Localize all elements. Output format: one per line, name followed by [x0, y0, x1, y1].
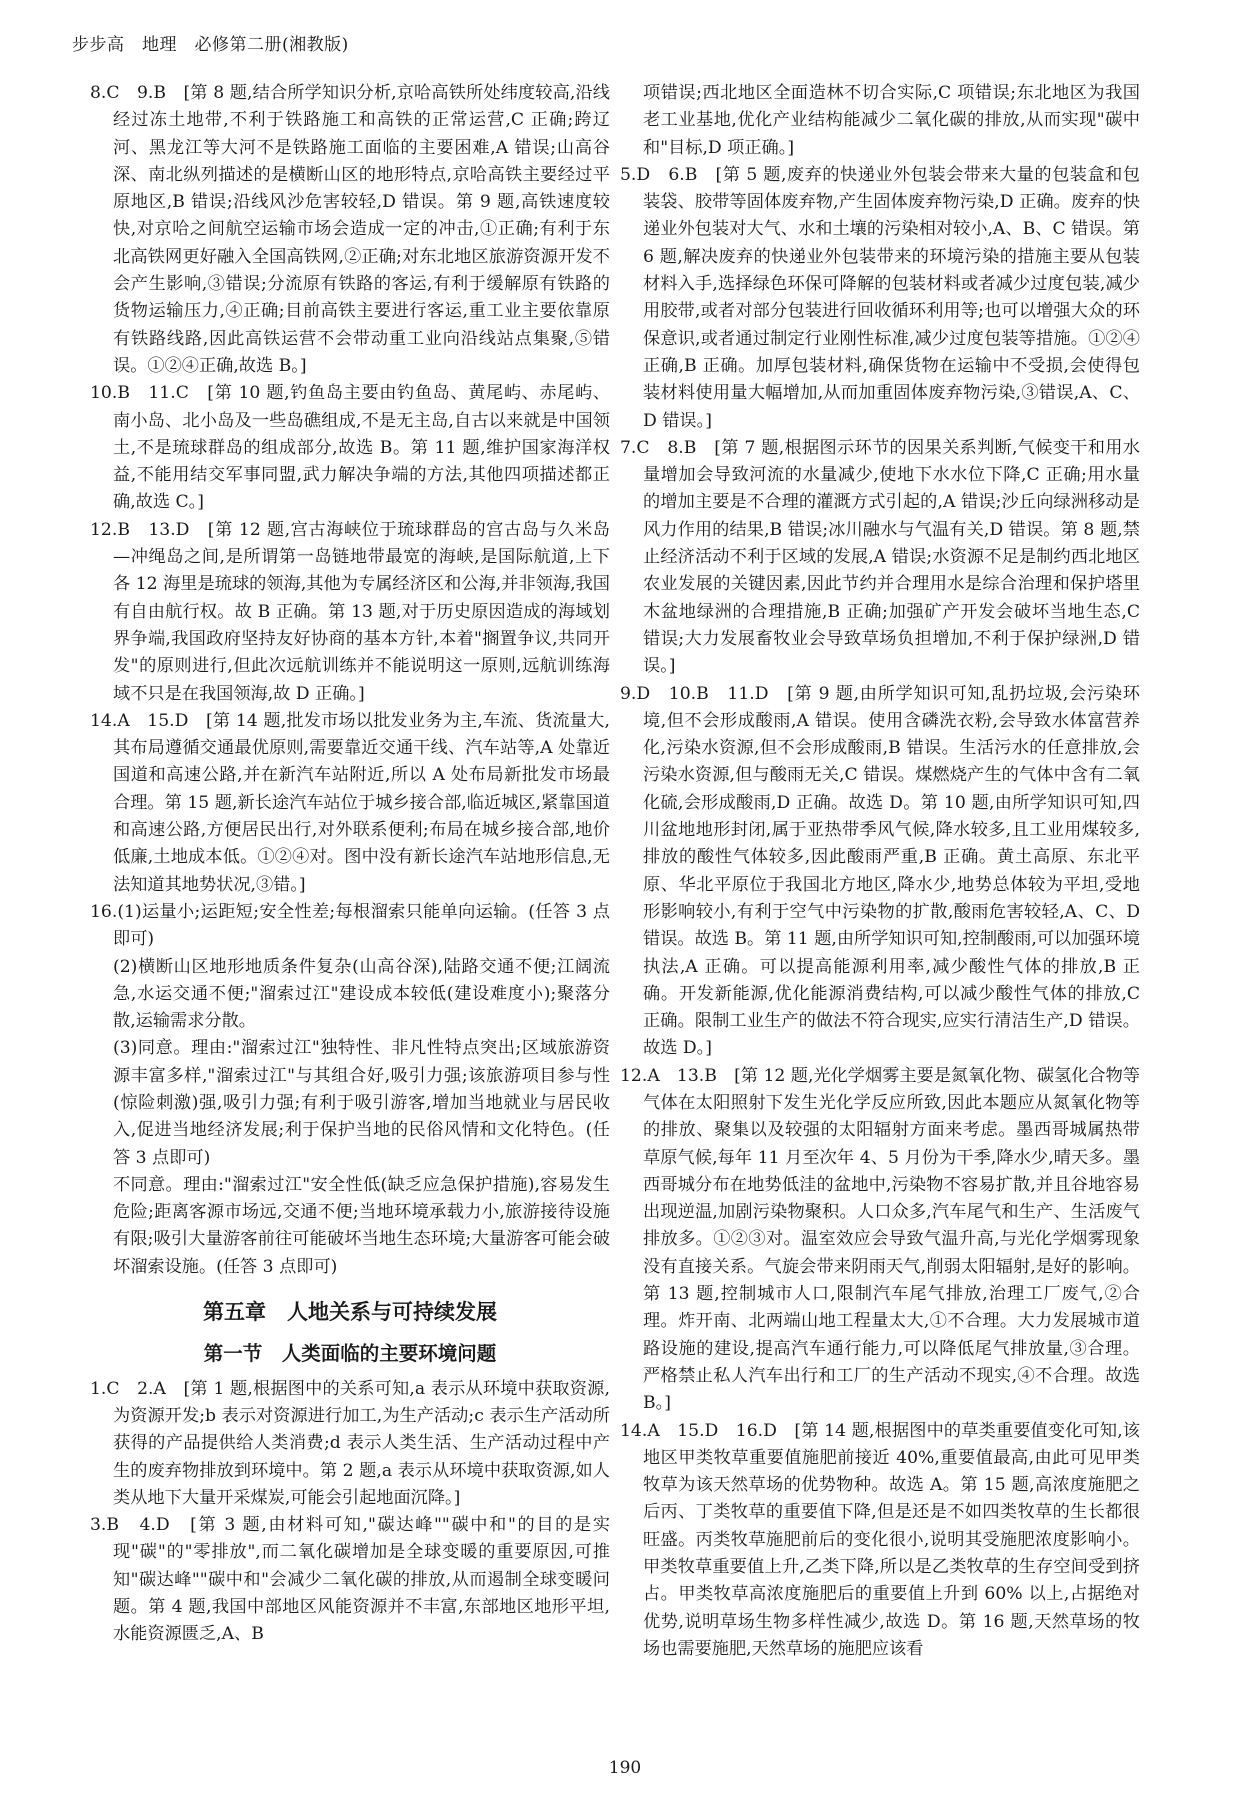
chapter-title: 第五章 人地关系与可持续发展: [203, 1300, 497, 1325]
left-column: [90, 80, 610, 1649]
answer-14-16: 14.A 15.D 16.D [第 14 题,根据图中的草类重要值变化可知,该地区甲类牧草重要值施肥前接近 40%,重要值最高,由此可见甲类牧草为该天然草场的优势物种。故选 A。第 15 题,高浓度施肥之后丙、丁类牧草的重要值下降,但是还是不如四类牧草的生长都很旺盛。丙类牧草施肥前后的变化很小,说明其受施肥浓度影响小。甲类牧草重要值上升,乙类下降,所以是乙类牧草的生存空间受到挤占。甲类牧草高浓度施肥后的重要值上升到 60% 以上,占据绝对优势,说明草场生物多样性减少,故选 D。第 16 题,天然草场的牧场也需要施肥,天然草场的施肥应该看: [620, 1420, 1140, 1659]
answer-12-13: 12.B 13.D [第 12 题,宫古海峡位于琉球群岛的宫古岛与久米岛—冲绳岛之间,是所谓第一岛链地带最宽的海峡,是国际航道,上下各 12 海里是琉球的领海,其他为专属经济区和公海,并非领海,我国有自由航行权。故 B 正确。第 13 题,对于历史原因造成的海域划界争端,我国政府坚持友好协商的基本方针,本着"搁置争议,共同开发"的原则进行,但此次远航训练并不能说明这一原则,远航训练海域不只是在我国领海,故 D 正确。]: [90, 519, 610, 704]
running-header: 步步高 地理 必修第二册(湘教版): [72, 35, 349, 55]
answer-10-11: 10.B 11.C [第 10 题,钓鱼岛主要由钓鱼岛、黄尾屿、赤尾屿、南小岛、北小岛及一些岛礁组成,不是无主岛,自古以来就是中国领土,不是琉球群岛的组成部分,故选 B。第 11 题,维护国家海洋权益,不能用结交军事同盟,武力解决争端的方法,其他四项描述都正确,故选 C。]: [90, 383, 610, 513]
answer-7-8: 7.C 8.B [第 7 题,根据图示环节的因果关系判断,气候变干和用水量增加会导致河流的水量减少,使地下水水位下降,C 正确;用水量的增加主要是不合理的灌溉方式引起的,A 错误;沙丘向绿洲移动是风力作用的结果,B 错误;冰川融水与气温有关,D 错误。第 8 题,禁止经济活动不利于区域的发展,A 错误;水资源不足是制约西北地区农业发展的关键因素,因此节约并合理用水是综合治理和保护塔里木盆地绿洲的合理措施,B 正确;加强矿产开发会破坏当地生态,C 错误;大力发展畜牧业会导致草场负担增加,不利于保护绿洲,D 错误。]: [620, 437, 1140, 677]
answer-14-15: 14.A 15.D [第 14 题,批发市场以批发业务为主,车流、货流量大,其布局遵循交通最优原则,需要靠近交通干线、汽车站等,A 处靠近国道和高速公路,并在新汽车站附近,所以 A 处布局新批发市场最合理。第 15 题,新长途汽车站位于城乡接合部,临近城区,紧靠国道和高速公路,方便居民出行,对外联系便利;布局在城乡接合部,地价低廉,土地成本低。①②④对。图中没有新长途汽车站地形信息,无法知道其地势状况,③错。]: [90, 710, 610, 895]
answer-3-4: 3.B 4.D [第 3 题,由材料可知,"碳达峰""碳中和"的目的是实现"碳"的"零排放",而二氧化碳增加是全球变暖的重要原因,可推知"碳达峰""碳中和"会减少二氧化碳的排放,从而遏制全球变暖问题。第 4 题,我国中部地区风能资源并不丰富,东部地区地形平坦,水能资源匮乏,A、B: [90, 1515, 610, 1645]
section-title: 第一节 人类面临的主要环境问题: [203, 1342, 497, 1366]
answer-16-part4: 不同意。理由:"溜索过江"安全性低(缺乏应急保护措施),容易发生危险;距离客源市场远,交通不便;当地环境承载力小,旅游接待设施有限;吸引大量游客前往可能破坏当地生态环境;大量游客可能会破坏溜索设施。(任答 3 点即可): [113, 1174, 610, 1277]
answer-16-part1: 16.(1)运量小;运距短;安全性差;每根溜索只能单向运输。(任答 3 点即可): [90, 901, 610, 950]
answer-9-11: 9.D 10.B 11.D [第 9 题,由所学知识可知,乱扔垃圾,会污染环境,但不会形成酸雨,A 错误。使用含磷洗衣粉,会导致水体富营养化,污染水资源,但不会形成酸雨,B 错误。生活污水的任意排放,会污染水资源,但与酸雨无关,C 错误。煤燃烧产生的气体中含有二氧化硫,会形成酸雨,D 正确。故选 D。第 10 题,由所学知识可知,四川盆地地形封闭,属于亚热带季风气候,降水较多,且工业用煤较多,排放的酸性气体较多,因此酸雨严重,B 正确。黄土高原、东北平原、华北平原位于我国北方地区,降水少,地势总体较为平坦,受地形影响较小,有利于空气中污染物的扩散,酸雨危害较轻,A、C、D 错误。故选 B。第 11 题,由所学知识可知,控制酸雨,可以加强环境执法,A 正确。可以提高能源利用率,减少酸性气体的排放,B 正确。开发新能源,优化能源消费结构,可以减少酸性气体的排放,C 正确。限制工业生产的做法不符合现实,应实行清洁生产,D 错误。故选 D。]: [620, 683, 1140, 1059]
answer-16-part2: (2)横断山区地形地质条件复杂(山高谷深),陆路交通不便;江阔流急,水运交通不便;"溜索过江"建设成本较低(建设难度小);聚落分散,运输需求分散。: [113, 956, 610, 1032]
page-number: 190: [608, 1758, 642, 1778]
answer-8-9: 8.C 9.B [第 8 题,结合所学知识分析,京哈高铁所处纬度较高,沿线经过冻土地带,不利于铁路施工和高铁的正常运营,C 正确;跨辽河、黑龙江等大河不是铁路施工面临的主要困难,A 错误;山高谷深、南北纵列描述的是横断山区的地形特点,京哈高铁主要经过平原地区,B 错误;沿线风沙危害较轻,D 错误。第 9 题,高铁速度较快,对京哈之间航空运输市场会造成一定的冲击,①正确;有利于东北高铁网更好融入全国高铁网,②正确;对东北地区旅游资源开发不会产生影响,③错误;分流原有铁路的客运,有利于缓解原有铁路的货物运输压力,④正确;目前高铁主要进行客运,重工业主要依靠原有铁路线路,因此高铁运营不会带动重工业向沿线站点集聚,⑤错误。①②④正确,故选 B。]: [90, 83, 610, 376]
answer-12-13: 12.A 13.B [第 12 题,光化学烟雾主要是氮氧化物、碳氢化合物等气体在太阳照射下发生光化学反应所致,因此本题应从氮氧化物等的排放、聚集以及较强的太阳辐射方面来考虑。墨西哥城属热带草原气候,每年 11 月至次年 4、5 月份为干季,降水少,晴天多。墨西哥城分布在地势低洼的盆地中,污染物不容易扩散,并且谷地容易出现逆温,加剧污染物聚积。人口众多,汽车尾气和生产、生活废气排放多。①②③对。温室效应会导致气温升高,与光化学烟雾现象没有直接关系。气旋会带来阴雨天气,削弱太阳辐射,是好的影响。第 13 题,控制城市人口,限制汽车尾气排放,治理工厂废气,②合理。炸开南、北两端山地工程量太大,①不合理。大力发展城市道路设施的建设,提高汽车通行能力,可以降低尾气排放量,③合理。严格禁止私人汽车出行和工厂的生产活动不现实,④不合理。故选 B。]: [620, 1065, 1140, 1414]
answer-5-6: 5.D 6.B [第 5 题,废弃的快递业外包装会带来大量的包装盒和包装袋、胶带等固体废弃物,产生固体废弃物污染,D 正确。废弃的快递业外包装对大气、水和土壤的污染相对较小,A、B、C 错误。第 6 题,解决废弃的快递业外包装带来的环境污染的措施主要从包装材料入手,选择绿色环保可降解的包装材料或者减少过度包装,减少用胶带,或者对部分包装进行回收循环利用等;也可以增强大众的环保意识,或者通过制定行业刚性标准,减少过度包装等措施。①②④正确,B 正确。加厚包装材料,确保货物在运输中不受损,会使得包装材料使用量大幅增加,从而加重固体废弃物污染,③错误,A、C、D 错误。]: [620, 164, 1140, 431]
right-column: [620, 80, 1140, 1663]
answer-4-continued: 项错误;西北地区全面造林不切合实际,C 项错误;东北地区为我国老工业基地,优化产业结构能减少二氧化碳的排放,从而实现"碳中和"目标,D 项正确。]: [643, 83, 1140, 158]
answer-16-part3: (3)同意。理由:"溜索过江"独特性、非凡性特点突出;区域旅游资源丰富多样,"溜索过江"与其组合好,吸引力强;该旅游项目参与性(惊险刺激)强,吸引力强;有利于吸引游客,增加当地就业与居民收入,促进当地经济发展;利于保护当地的民俗风情和文化特色。(任答 3 点即可): [113, 1038, 610, 1168]
answer-1-2: 1.C 2.A [第 1 题,根据图中的关系可知,a 表示从环境中获取资源,为资源开发;b 表示对资源进行加工,为生产活动;c 表示生产活动所获得的产品提供给人类消费;d 表示人类生活、生产活动过程中产生的废弃物排放到环境中。第 2 题,a 表示从环境中获取资源,如人类从地下大量开采煤炭,可能会引起地面沉降。]: [90, 1378, 610, 1508]
